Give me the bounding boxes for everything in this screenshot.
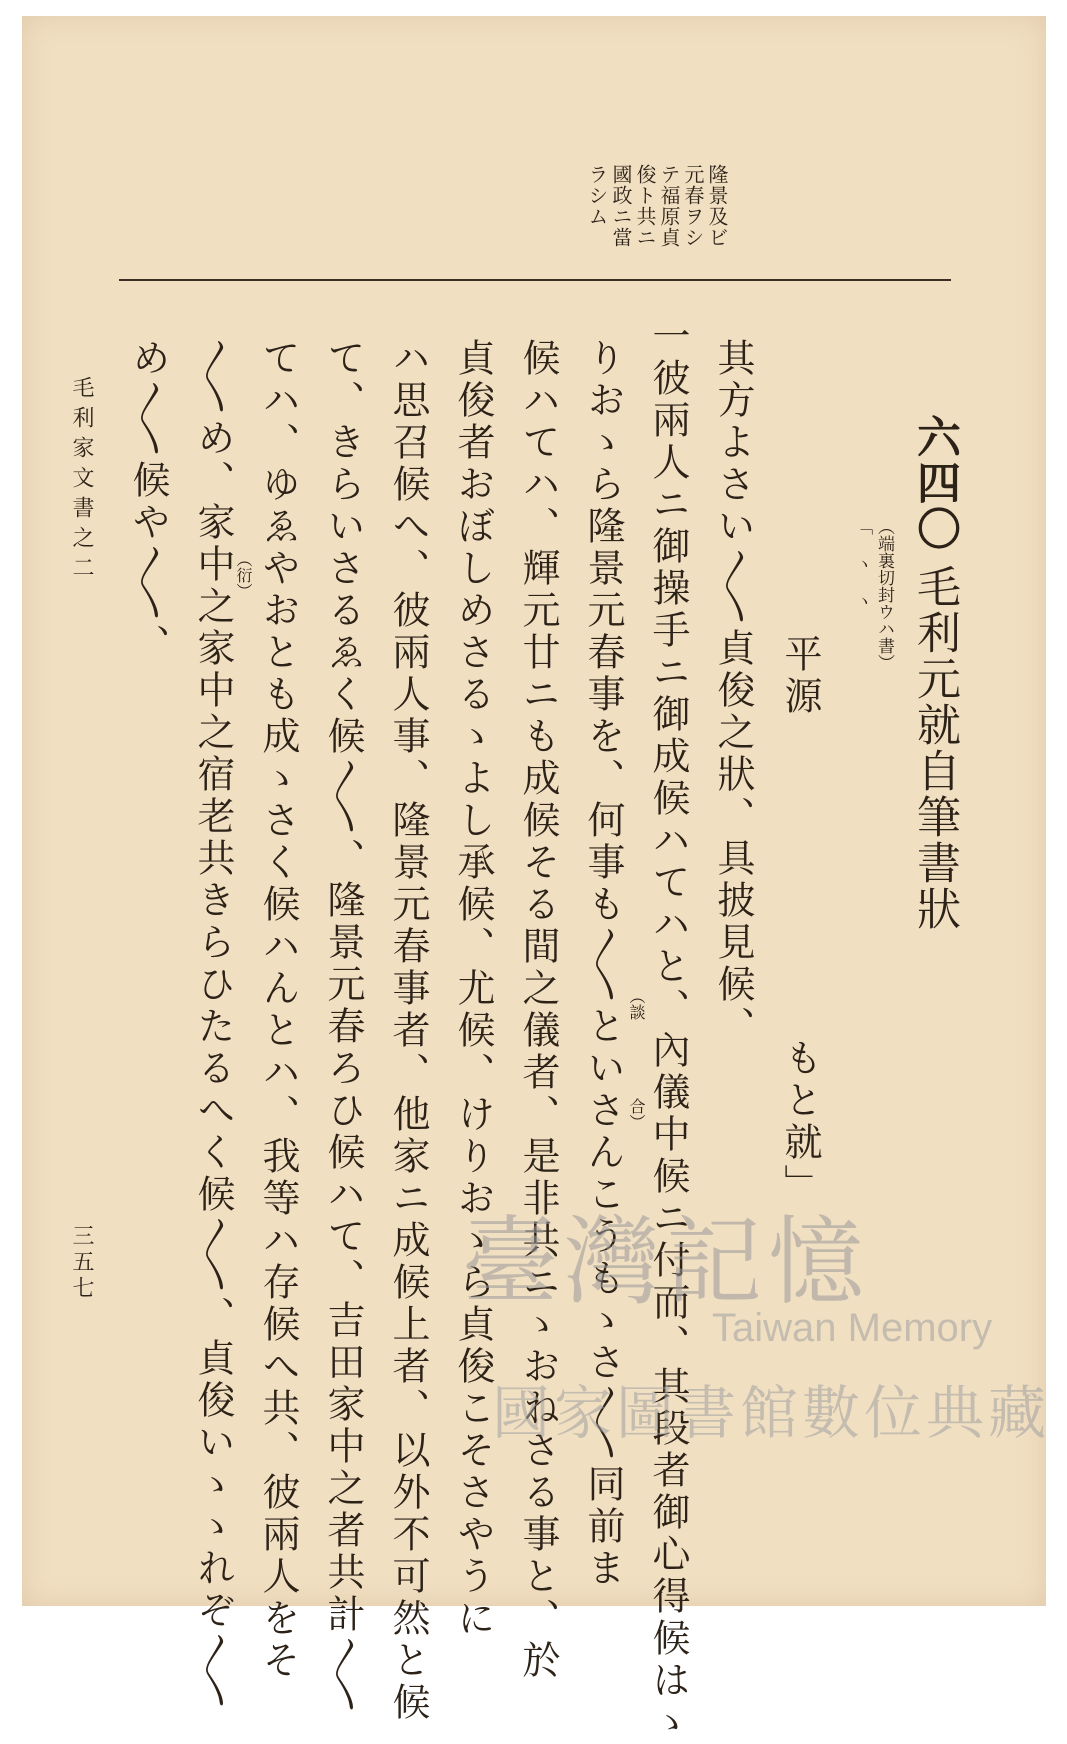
- header-note-line: テ福原貞: [657, 164, 681, 248]
- header-note-line: 俊ト共ニ: [633, 164, 657, 248]
- body-line: りおゝら隆景元春事を、何事も〳〵といさんこうもゝさ〳〵同前ま: [581, 338, 625, 1590]
- document-title: 毛利元就自筆書狀: [909, 564, 960, 932]
- annotation-en: （衍）: [234, 551, 253, 599]
- watermark-sub: 國家圖書館數位典藏: [492, 1379, 1051, 1447]
- body-line: 貞俊者おぼしめさるゝよし承候、尤候、けりおゝら貞俊こそさやうに: [451, 338, 495, 1640]
- body-line: 一彼兩人ニ御操手ニ御成候ハてハと、內儀中候ニ付而、其段者御心得候はゝ: [646, 316, 690, 1744]
- body-line: 〳〵め、家中之家中之宿老共きらひたるへく候〳〵、貞俊いゝゝれぞ〳〵: [191, 338, 235, 1712]
- library-watermark: [462, 1186, 1051, 1447]
- header-note-line: 隆景及ビ: [705, 164, 729, 248]
- header-note-line: 國政ニ當: [609, 164, 633, 248]
- document-page: [22, 16, 1051, 1744]
- document-number: 六四〇: [909, 414, 960, 552]
- addressee: 平源: [778, 634, 822, 718]
- annotation-dan: （談: [627, 988, 646, 1020]
- book-title: 毛利家文書之二: [69, 376, 94, 586]
- page-number: 三五七: [69, 1224, 94, 1302]
- signature: もと就」: [778, 1038, 822, 1206]
- body-line: 候ハてハ、輝元廿ニも成候そる間之儀者、是非共ニゝおねさる事と、於: [516, 338, 560, 1682]
- body-line: 其方よさい〳〵貞俊之狀、具披見候、: [711, 338, 755, 1048]
- watermark-main: 臺灣記憶: [462, 1206, 870, 1318]
- document-subtitle-marks: 「 ヽ ヽ: [852, 518, 872, 609]
- body-line: め〳〵候や〳〵、: [126, 338, 170, 666]
- document-subtitle: （端裏切封ウハ書）: [874, 518, 894, 671]
- body-line: てハ、ゆゑやおとも成ゝさく候ハんとハ、我等ハ存候へ共、彼兩人をそ: [256, 338, 300, 1682]
- body-line: ハ思召候へ、彼兩人事、隆景元春事者、他家ニ成候上者、以外不可然と候: [386, 338, 430, 1724]
- header-note-line: 元春ヲシ: [681, 164, 705, 248]
- header-note-line: ラシム: [585, 164, 609, 227]
- annotation-go: 合）: [627, 1098, 646, 1130]
- watermark-english: Taiwan Memory: [712, 1306, 993, 1350]
- body-line: て、きらいさるゑく候〳〵、隆景元春ろひ候ハて、吉田家中之者共計〳〵: [321, 338, 365, 1716]
- header-divider: [119, 279, 951, 281]
